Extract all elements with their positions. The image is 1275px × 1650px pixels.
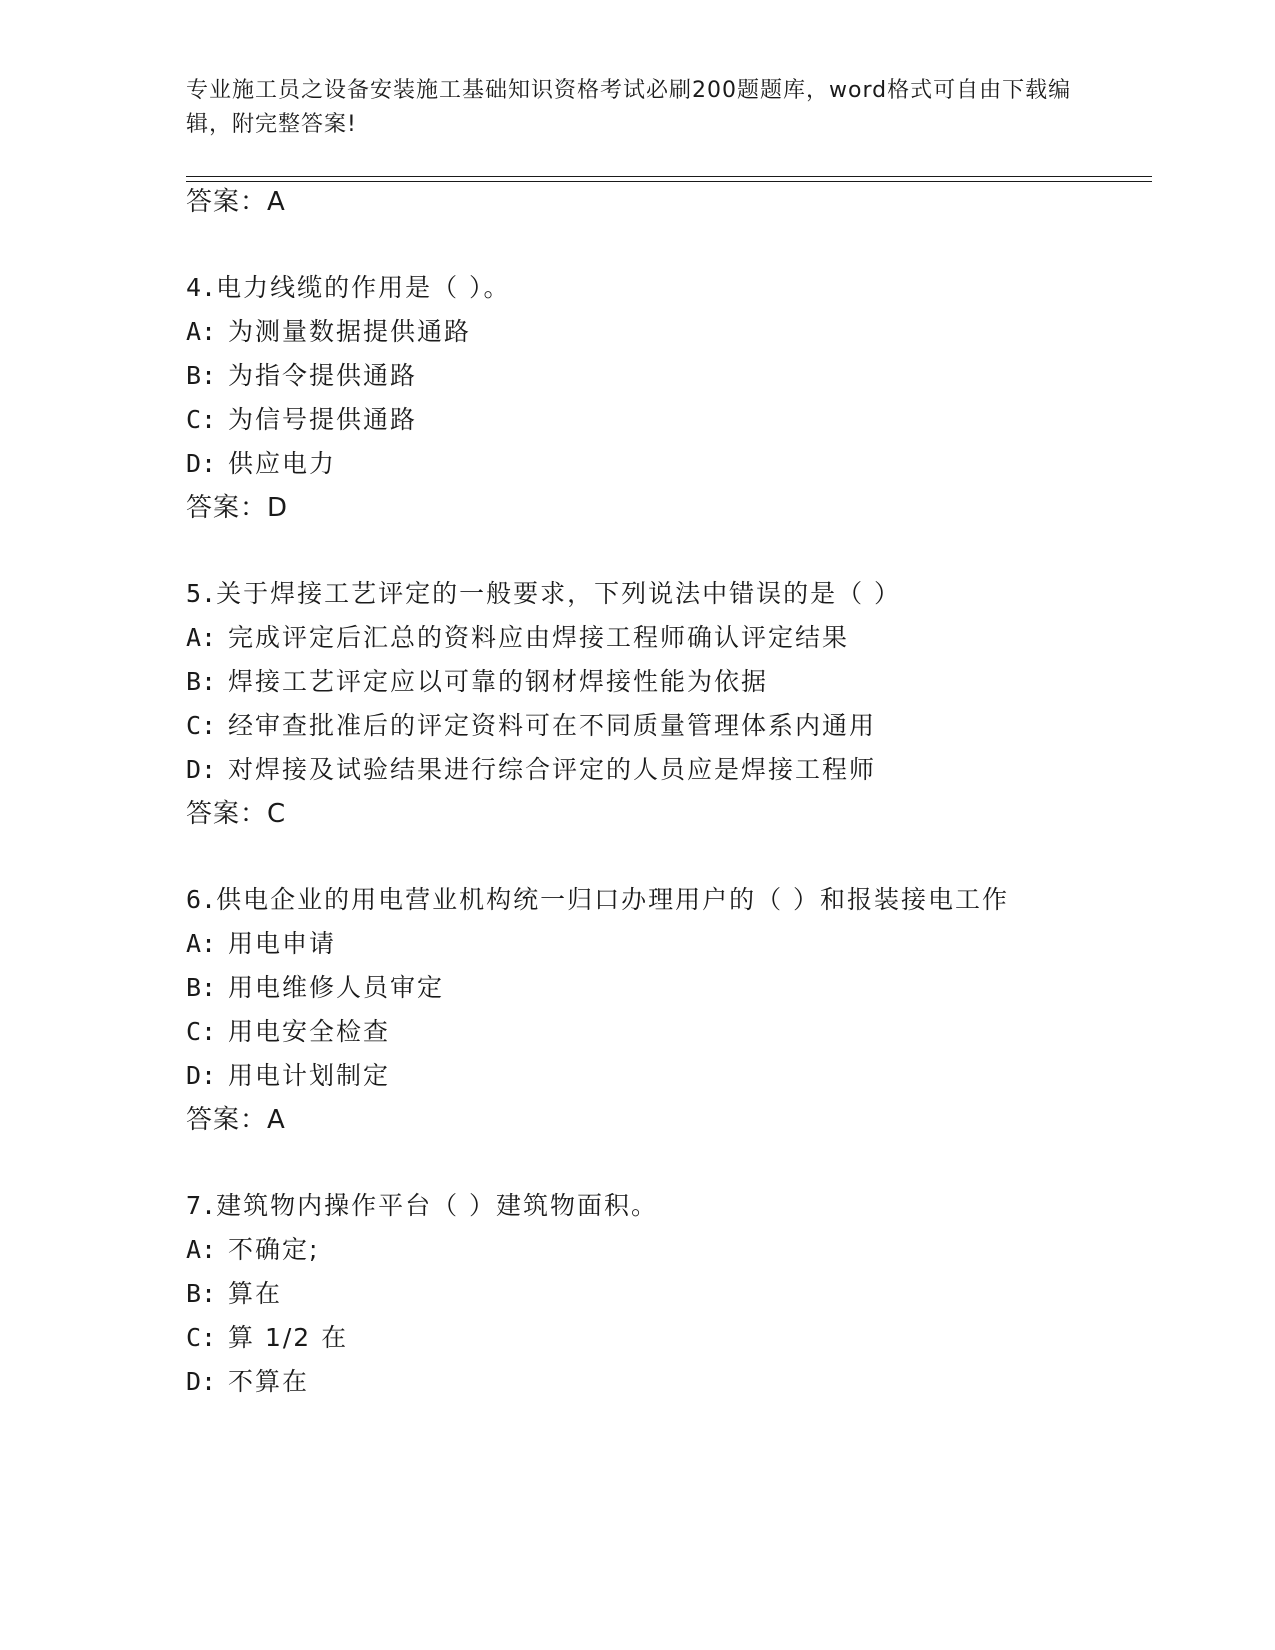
header-divider-bottom [186, 181, 1152, 182]
option-b [186, 970, 444, 1006]
option-text: 用电安全检查 [228, 1017, 391, 1046]
option-a [186, 926, 336, 962]
option-label: A: [186, 623, 217, 652]
option-c [186, 1320, 348, 1356]
question-stem [186, 576, 901, 612]
question-stem [186, 1188, 658, 1224]
question-text: 建筑物内操作平台（ ）建筑物面积。 [216, 1191, 659, 1220]
option-b [186, 1276, 282, 1312]
option-label: B: [186, 973, 217, 1002]
option-text: 用电维修人员审定 [228, 973, 445, 1002]
option-label: C: [186, 1323, 217, 1352]
option-d [186, 1364, 309, 1400]
answer-line: 答案：A [186, 187, 286, 217]
option-text: 为指令提供通路 [228, 361, 418, 390]
option-label: D: [186, 1367, 217, 1396]
option-text: 经审查批准后的评定资料可在不同质量管理体系内通用 [228, 711, 877, 740]
option-label: A: [186, 317, 217, 346]
option-label: B: [186, 667, 217, 696]
option-b [186, 358, 417, 394]
option-b [186, 664, 768, 700]
answer-line: 答案：C [186, 799, 287, 829]
option-d [186, 446, 336, 482]
option-label: B: [186, 361, 217, 390]
question-number: 5. [186, 579, 217, 608]
option-label: A: [186, 1235, 217, 1264]
question-number: 6. [186, 885, 217, 914]
option-a [186, 1232, 319, 1268]
option-a [186, 314, 471, 350]
option-text: 不算在 [228, 1367, 310, 1396]
option-label: D: [186, 449, 217, 478]
question-text: 供电企业的用电营业机构统一归口办理用户的（ ）和报装接电工作 [216, 885, 1010, 914]
header-divider-top [186, 176, 1152, 177]
option-label: D: [186, 1061, 217, 1090]
option-text: 供应电力 [228, 449, 337, 478]
question-number: 4. [186, 273, 217, 302]
option-c [186, 708, 876, 744]
option-text: 焊接工艺评定应以可靠的钢材焊接性能为依据 [228, 667, 769, 696]
option-text: 为信号提供通路 [228, 405, 418, 434]
option-text: 用电计划制定 [228, 1061, 391, 1090]
option-text: 为测量数据提供通路 [228, 317, 472, 346]
option-c [186, 1014, 390, 1050]
option-label: D: [186, 755, 217, 784]
option-label: C: [186, 405, 217, 434]
question-stem [186, 882, 1009, 918]
answer-line: 答案：D [186, 493, 289, 523]
option-text: 算 1/2 在 [228, 1323, 349, 1352]
option-label: C: [186, 1017, 217, 1046]
option-text: 用电申请 [228, 929, 337, 958]
option-text: 对焊接及试验结果进行综合评定的人员应是焊接工程师 [228, 755, 877, 784]
question-text: 电力线缆的作用是（ ）。 [216, 273, 511, 302]
option-label: B: [186, 1279, 217, 1308]
option-text: 不确定; [228, 1235, 320, 1264]
question-number: 7. [186, 1191, 217, 1220]
option-text: 完成评定后汇总的资料应由焊接工程师确认评定结果 [228, 623, 850, 652]
question-stem [186, 270, 511, 306]
option-a [186, 620, 849, 656]
option-c [186, 402, 417, 438]
option-d [186, 1058, 390, 1094]
answer-line: 答案：A [186, 1105, 286, 1135]
option-d [186, 752, 876, 788]
document-header: 专业施工员之设备安装施工基础知识资格考试必刷200题题库，word格式可自由下载编辑，附完整答案! [186, 78, 1072, 137]
option-label: C: [186, 711, 217, 740]
option-label: A: [186, 929, 217, 958]
option-text: 算在 [228, 1279, 283, 1308]
question-text: 关于焊接工艺评定的一般要求，下列说法中错误的是（ ） [216, 579, 902, 608]
